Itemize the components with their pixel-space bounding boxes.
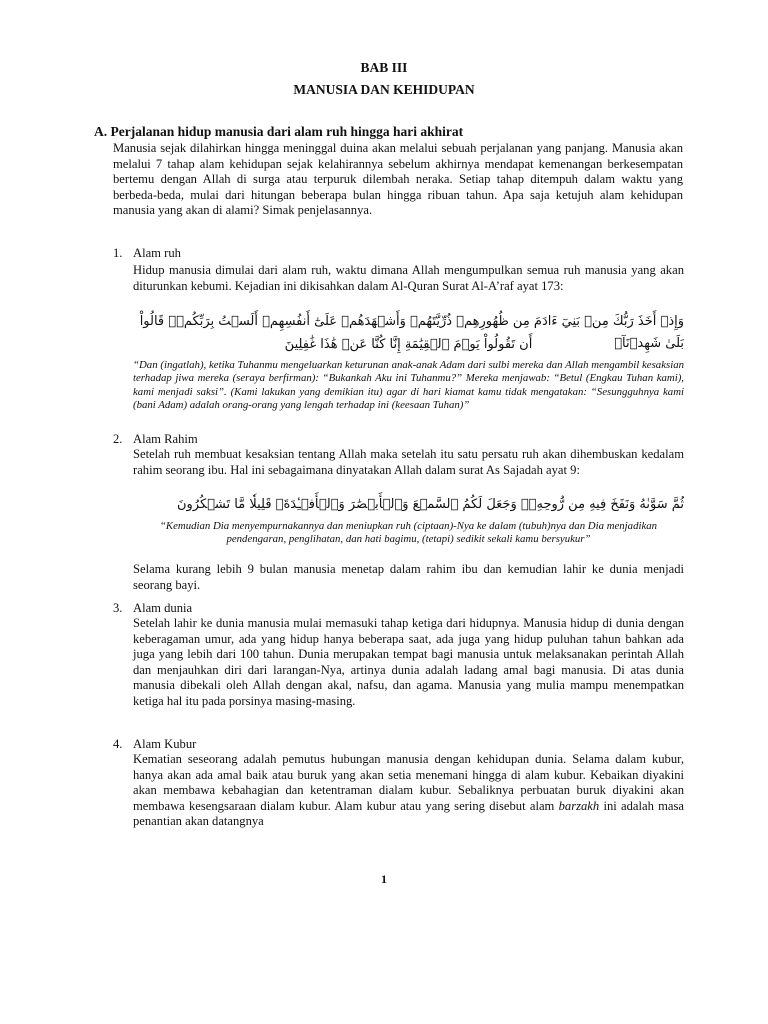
arabic-verse-line-2: أَن تَقُولُواْ يَوۡمَ ٱلۡقِيَٰمَةِ إِنَّا كُنَّا عَنۡ هَٰذَا غَٰفِلِينَ bbox=[284, 337, 533, 352]
chapter-title: MANUSIA DAN KEHIDUPAN bbox=[293, 82, 475, 97]
intro-paragraph: Manusia sejak dilahirkan hingga meninggal duina akan melalui sebuah perjalanan yang panjang. Manusia akan melalui 7 tahap alam kehidupan sejak kelahirannya sebelum akhirnya mendapat kemenangan berkesempatan bertemu dengan Allah di surga atau terpuruk dilembah neraka. Setiap tahap ditempuh dalam waktu yang berbeda-beda, mulai dari hitungan beberapa bulan hingga ribuan tahun. Apa saja ketujuh alam kehidupan manusia yang akan di alami? Simak penjelasannya. bbox=[113, 141, 683, 217]
item-text-alam-ruh: Hidup manusia dimulai dari alam ruh, waktu dimana Allah mengumpulkan semua ruh manusia yang akan diturunkan kebumi. Kejadian ini dikisahkan dalam Al-Quran Surat Al-A’raf ayat 173: bbox=[133, 263, 684, 293]
item-text-alam-rahim: Setelah ruh membuat kesaksian tentang Allah maka setelah itu satu persatu ruh akan dihembuskan kedalam rahim seorang ibu. Hal ini sebagaimana dinyatakan Allah dalam surat As Sajadah ayat 9: bbox=[133, 447, 684, 477]
item-number-3: 3. bbox=[113, 601, 123, 615]
page-number: 1 bbox=[381, 872, 387, 886]
item-title-alam-rahim: Alam Rahim bbox=[133, 432, 198, 446]
item-number-4: 4. bbox=[113, 737, 123, 751]
item-text-alam-kubur bbox=[133, 752, 684, 830]
item-title-alam-kubur: Alam Kubur bbox=[133, 737, 197, 751]
chapter-label: BAB III bbox=[360, 60, 408, 75]
section-heading: A. Perjalanan hidup manusia dari alam ruh hingga hari akhirat bbox=[94, 124, 464, 139]
item-text-alam-dunia: Setelah lahir ke dunia manusia mulai memasuki tahap ketiga dari hidupnya. Manusia hidup di dunia dengan keberagaman umur, ada yang hidup hanya beberapa saat, ada juga yang hidup puluhan tahun bahkan ada juga yang lebih dari 100 tahun. Dunia merupakan tempat bagi manusia untuk melaksanakan perintah Allah dan menjauhkan diri dari larangan-Nya, artinya dunia adalah ladang amal bagi manusia. Di atas dunia manusia dibekali oleh Allah dengan akal, nafsu, dan agama. Manusia yang mulia mampu menempatkan ketiga hal itu pada porsinya masing-masing. bbox=[133, 616, 684, 708]
item-title-alam-dunia: Alam dunia bbox=[133, 601, 193, 615]
item-title-alam-ruh: Alam ruh bbox=[133, 246, 181, 260]
alam-kubur-text-2: ini adalah masa penantian akan datangnya bbox=[133, 798, 684, 828]
item-text-alam-rahim-after: Selama kurang lebih 9 bulan manusia menetap dalam rahim ibu dan kemudian lahir ke dunia menjadi seorang bayi. bbox=[133, 562, 684, 592]
translation-alam-rahim: “Kemudian Dia menyempurnakannya dan meniupkan ruh (ciptaan)-Nya ke dalam (tubuh)nya dan Dia menjadikan pendengaran, penglihatan, dan hati bagimu, (tetapi) sedikit sekali kamu bersyukur” bbox=[159, 520, 658, 546]
barzakh-term: barzakh bbox=[558, 798, 600, 813]
alam-kubur-text-1: Kematian seseorang adalah pemutus hubungan manusia dengan kehidupan dunia. Selama dalam kubur, hanya akan ada amal baik atau buruk yang akan setia menemani hingga di alam kubur. Kebaikan diyakini akan membawa kebahagian dan ketentraman dialam kubur. Sebaliknya perbuatan buruk diyakini akan membawa kesengsaraan dialam kubur. Alam kubur atau yang sering disebut alam bbox=[133, 752, 684, 813]
arabic-verse-line-1: وَإِذۡ أَخَذَ رَبُّكَ مِنۢ بَنِيٓ ءَادَمَ مِن ظُهُورِهِمۡ ذُرِّيَّتَهُمۡ وَأَشۡهَدَهُمۡ عَلَىٰٓ أَنفُسِهِمۡ أَلَسۡتُ بِرَبِّكُمۡۖ قَالُواْ بَلَىٰ شَهِدۡنَآۚ bbox=[139, 314, 684, 351]
item-number-1: 1. bbox=[113, 246, 123, 260]
translation-alam-ruh: “Dan (ingatlah), ketika Tuhanmu mengeluarkan keturunan anak-anak Adam dari sulbi mereka dan Allah mengambil kesaksian terhadap jiwa mereka (seraya berfirman): “Bukankah Aku ini Tuhanmu?” Mereka menjawab: “Betul (Engkau Tuhan kami), kami menjadi saksi”. (Kami lakukan yang demikian itu) agar di hari kiamat kamu tidak mengatakan: “Sesungguhnya kami (bani Adam) adalah orang-orang yang lengah terhadap ini (keesaan Tuhan)” bbox=[133, 359, 684, 412]
arabic-verse-as-sajadah: ثُمَّ سَوَّىٰهُ وَنَفَخَ فِيهِ مِن رُّوحِهِۦۖ وَجَعَلَ لَكُمُ ٱلسَّمۡعَ وَٱلۡأَبۡصَٰرَ وَٱلۡأَفۡـِٔدَةَۚ قَلِيلٗا مَّا تَشۡكُرُونَ bbox=[176, 497, 684, 512]
item-number-2: 2. bbox=[113, 432, 123, 446]
